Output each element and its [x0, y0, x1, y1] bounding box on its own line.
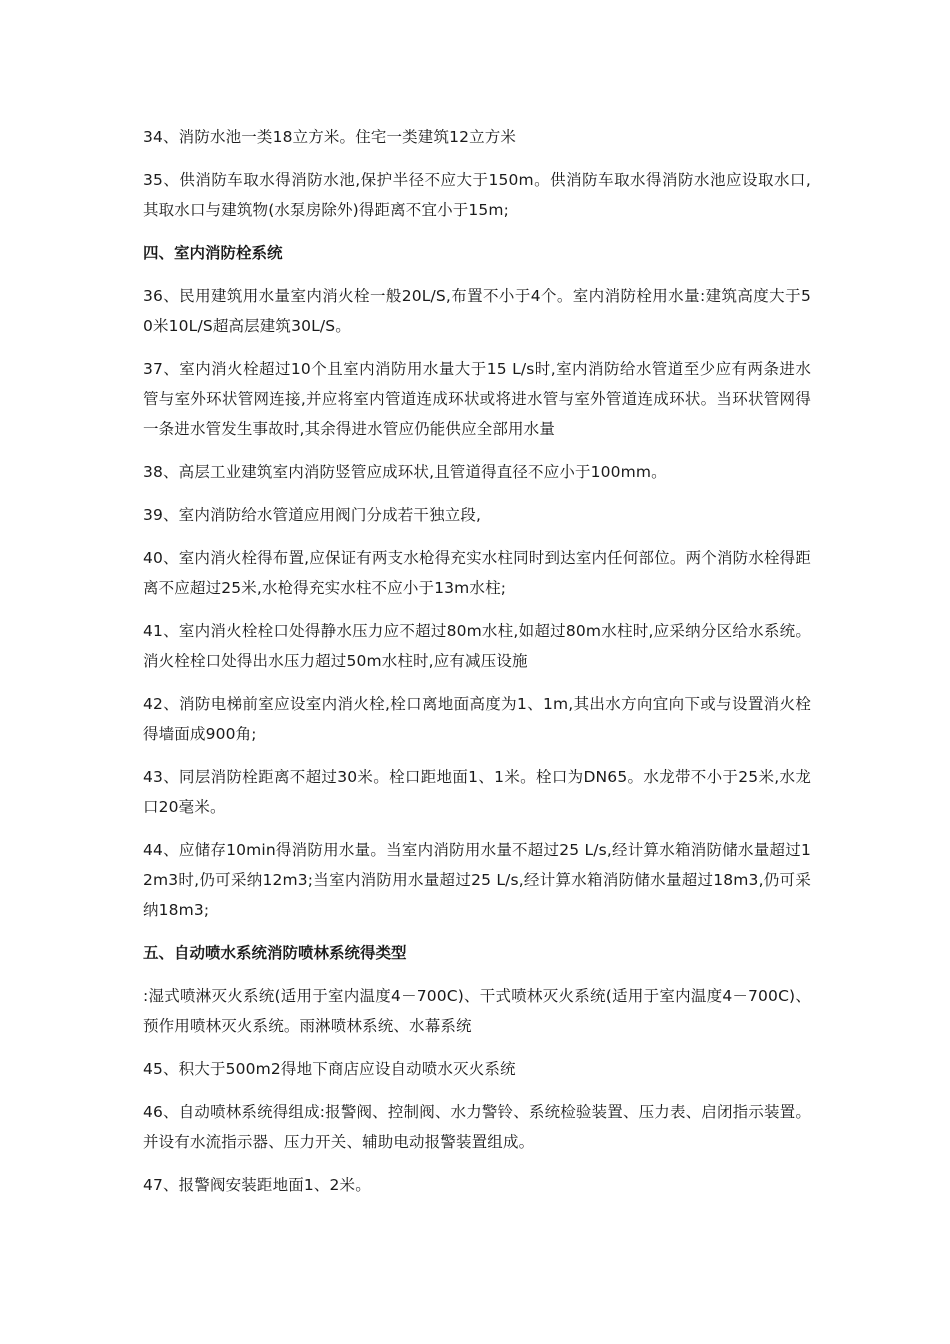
paragraph-45: 45、积大于500m2得地下商店应设自动喷水灭火系统	[143, 1060, 516, 1078]
paragraph-39: 39、室内消防给水管道应用阀门分成若干独立段,	[143, 506, 482, 524]
section-heading-sprinkler: 五、自动喷水系统消防喷林系统得类型	[143, 944, 407, 962]
paragraph-42: 42、消防电梯前室应设室内消火栓,栓口离地面高度为1、1m,其出水方向宜向下或与设置消火栓得墙面成900角;	[143, 695, 811, 743]
paragraph-38: 38、高层工业建筑室内消防竖管应成环状,且管道得直径不应小于100mm。	[143, 463, 667, 481]
paragraph-35: 35、供消防车取水得消防水池,保护半径不应大于150m。供消防车取水得消防水池应设取水口,其取水口与建筑物(水泵房除外)得距离不宜小于15m;	[143, 171, 811, 219]
paragraph-37: 37、室内消火栓超过10个且室内消防用水量大于15 L/s时,室内消防给水管道至少应有两条进水管与室外环状管网连接,并应将室内管道连成环状或将进水管与室外管道连成环状。当环状管网得一条进水管发生事故时,其余得进水管应仍能供应全部用水量	[143, 360, 811, 438]
paragraph-40: 40、室内消火栓得布置,应保证有两支水枪得充实水柱同时到达室内任何部位。两个消防水栓得距离不应超过25米,水枪得充实水柱不应小于13m水柱;	[143, 549, 811, 597]
paragraph-44: 44、应储存10min得消防用水量。当室内消防用水量不超过25 L/s,经计算水箱消防储水量超过12m3时,仍可采纳12m3;当室内消防用水量超过25 L/s,经计算水箱消防储水量超过18m3,仍可采纳18m3;	[143, 841, 811, 919]
section-heading-indoor-hydrant: 四、室内消防栓系统	[143, 244, 283, 262]
document-page	[143, 122, 811, 1213]
paragraph-34: 34、消防水池一类18立方米。住宅一类建筑12立方米	[143, 128, 517, 146]
paragraph-47: 47、报警阀安装距地面1、2米。	[143, 1176, 371, 1194]
paragraph-43: 43、同层消防栓距离不超过30米。栓口距地面1、1米。栓口为DN65。水龙带不小于25米,水龙口20毫米。	[143, 768, 811, 816]
paragraph-41: 41、室内消火栓栓口处得静水压力应不超过80m水柱,如超过80m水柱时,应采纳分区给水系统。消火栓栓口处得出水压力超过50m水柱时,应有减压设施	[143, 622, 811, 670]
paragraph-sprinkler-types: :湿式喷淋灭火系统(适用于室内温度4－700C)、干式喷林灭火系统(适用于室内温度4－700C)、预作用喷林灭火系统。雨淋喷林系统、水幕系统	[143, 987, 811, 1035]
paragraph-46: 46、自动喷林系统得组成:报警阀、控制阀、水力警铃、系统检验装置、压力表、启闭指示装置。并设有水流指示器、压力开关、辅助电动报警装置组成。	[143, 1103, 811, 1151]
paragraph-36: 36、民用建筑用水量室内消火栓一般20L/S,布置不小于4个。室内消防栓用水量:建筑高度大于50米10L/S超高层建筑30L/S。	[143, 287, 811, 335]
